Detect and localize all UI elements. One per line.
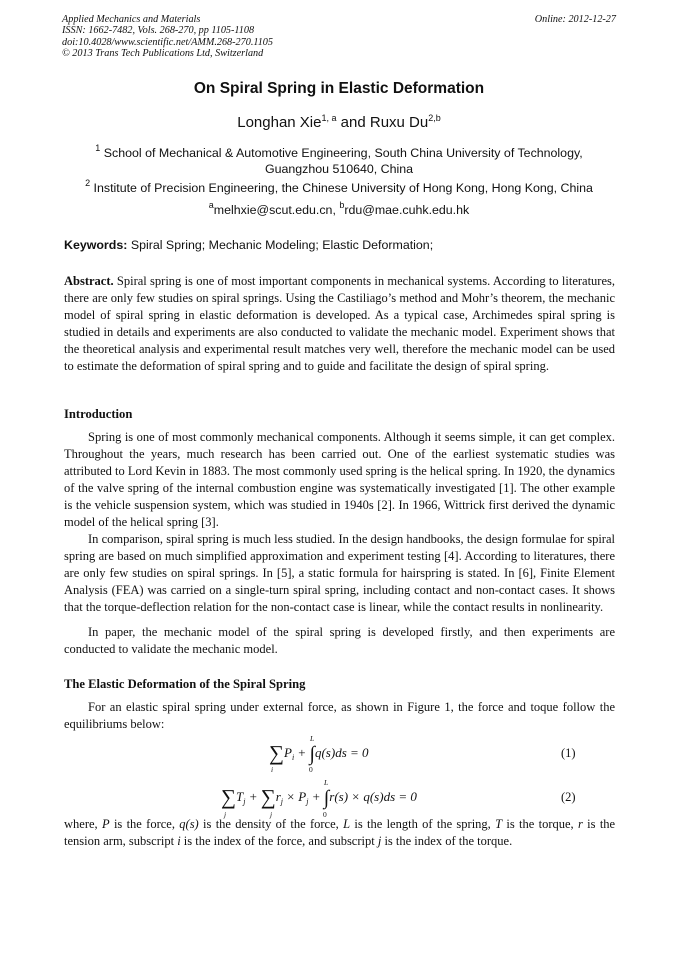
email1-sup: a bbox=[208, 200, 214, 210]
author-1-sup: 1, a bbox=[321, 113, 337, 123]
header-doi: doi:10.4028/www.scientific.net/AMM.268-270.1105 bbox=[62, 36, 273, 48]
introduction-paragraph-1: Spring is one of most commonly mechanical components. Although it seems simple, it can get complex. Throughout the years, much research has been carried out. One of the earliest systematic studies was attributed to Lord Kevin in 1883. The most commonly used spring is the helical spring. In 1920, the dynamics of the valve spring of the internal combustion engine was systematically investigated [1]. The other example is the vehicle suspension system, which was studied in 1940s [2]. In 1966, Wittrick first derived the dynamic model of the helical spring [3]. bbox=[64, 430, 615, 530]
where-symbol-r: r bbox=[577, 817, 583, 831]
aff1-number: 1 bbox=[95, 143, 101, 153]
aff1-line2: Guangzhou 510640, China bbox=[264, 162, 414, 176]
author-2-sup: 2,b bbox=[428, 113, 441, 123]
where-text-8: is the index of the torque. bbox=[384, 834, 513, 849]
authors-and: and bbox=[340, 114, 366, 131]
where-text-2: is the force, bbox=[113, 817, 175, 831]
introduction-paragraph-3: In paper, the mechanic model of the spiral spring is developed firstly, and then experiments are conducted to validate the mechanic model. bbox=[64, 625, 615, 657]
author-2: Ruxu Du bbox=[369, 114, 429, 131]
introduction-paragraph-2: In comparison, spiral spring is much less studied. In the design handbooks, the design formulae for spiral spring are based on much simplified approximation and experiment testing [4]. According to literatures, there are only few studies on spiral springs. In [5], a static formula for hairspring is stated. In [6], Finite Element Analysis (FEA) was carried on a single-turn spiral spring, including contact and non-contact cases. It shows that the torque-deflection relation for the non-contact case is linear, while the contact results in nonlinearity. bbox=[64, 532, 615, 615]
section-2-where-paragraph bbox=[64, 816, 615, 850]
introduction-heading: Introduction bbox=[64, 407, 133, 421]
affiliation-1 bbox=[62, 145, 616, 177]
journal-header bbox=[62, 14, 616, 60]
where-text-6: is the tension arm, subscript bbox=[64, 817, 616, 849]
authors bbox=[62, 114, 616, 131]
where-text-7: is the index of the force, and subscript bbox=[183, 834, 375, 849]
abstract-label: Abstract. bbox=[64, 274, 114, 288]
section-2-paragraph-1: For an elastic spiral spring under external force, as shown in Figure 1, the force and toque follow the equilibriums below: bbox=[64, 700, 615, 732]
author-emails bbox=[62, 202, 616, 218]
header-journal: Applied Mechanics and Materials bbox=[62, 14, 201, 25]
aff2-number: 2 bbox=[85, 178, 91, 188]
header-online-date: Online: 2012-12-27 bbox=[534, 14, 616, 25]
aff2-text: Institute of Precision Engineering, the Chinese University of Hong Kong, Hong Kong, China bbox=[93, 181, 593, 195]
keywords bbox=[64, 238, 616, 252]
where-text-1: where, bbox=[64, 817, 98, 831]
keywords-text: Spiral Spring; Mechanic Modeling; Elastic Deformation; bbox=[130, 238, 434, 252]
where-symbol-i: i bbox=[177, 834, 181, 849]
abstract bbox=[64, 273, 615, 376]
where-symbol-P: P bbox=[101, 817, 110, 831]
equation-2: $\sum T_j + \sum r_j \times P_j + \int r(s) \times q(s)ds = 0$ bbox=[221, 785, 417, 809]
email2-sup: b bbox=[339, 200, 345, 210]
where-symbol-q: q(s) bbox=[179, 817, 199, 831]
paper-title: On Spiral Spring in Elastic Deformation bbox=[193, 80, 485, 97]
section-2-heading: The Elastic Deformation of the Spiral Spring bbox=[64, 677, 306, 691]
where-text-3: is the density of the force, bbox=[203, 817, 339, 831]
email-2: rdu@mae.cuhk.edu.hk bbox=[344, 203, 470, 217]
where-symbol-T: T bbox=[495, 817, 503, 831]
author-1: Longhan Xie bbox=[237, 114, 322, 131]
equation-1: $\sum P_i + \int q(s)ds = 0$ bbox=[269, 741, 369, 765]
header-issn: ISSN: 1662-7482, Vols. 268-270, pp 1105-1108 bbox=[62, 25, 255, 37]
keywords-label: Keywords: bbox=[64, 238, 128, 252]
affiliation-2 bbox=[62, 180, 616, 196]
abstract-text: Spiral spring is one of most important components in mechanical systems. According to literatures, there are only few studies on spiral springs. Using the Castiliago’s method and Mohr’s theorem, the mechanic model of spiral spring in elastic deformation is developed. As a typical case, Archimedes spiral spring is studied in details and experiments are also conducted to validate the mechanic model. Experiment shows that the theoretical analysis and experimental result matches very well, therefore the mechanic model can be used to estimate the deformation of spiral spring and to guide and facilitate the design of spiral spring. bbox=[64, 274, 615, 374]
equation-2-number: (2) bbox=[561, 790, 576, 804]
where-symbol-j: j bbox=[377, 834, 382, 849]
where-text-5: is the torque, bbox=[506, 817, 574, 831]
equation-1-number: (1) bbox=[561, 746, 576, 760]
where-text-4: is the length of the spring, bbox=[354, 817, 491, 831]
aff1-line1: School of Mechanical & Automotive Engineering, South China University of Technology, bbox=[103, 146, 583, 160]
where-symbol-L: L bbox=[343, 817, 351, 831]
email-1: melhxie@scut.edu.cn, bbox=[213, 203, 336, 217]
header-copyright: © 2013 Trans Tech Publications Ltd, Switzerland bbox=[62, 48, 264, 60]
